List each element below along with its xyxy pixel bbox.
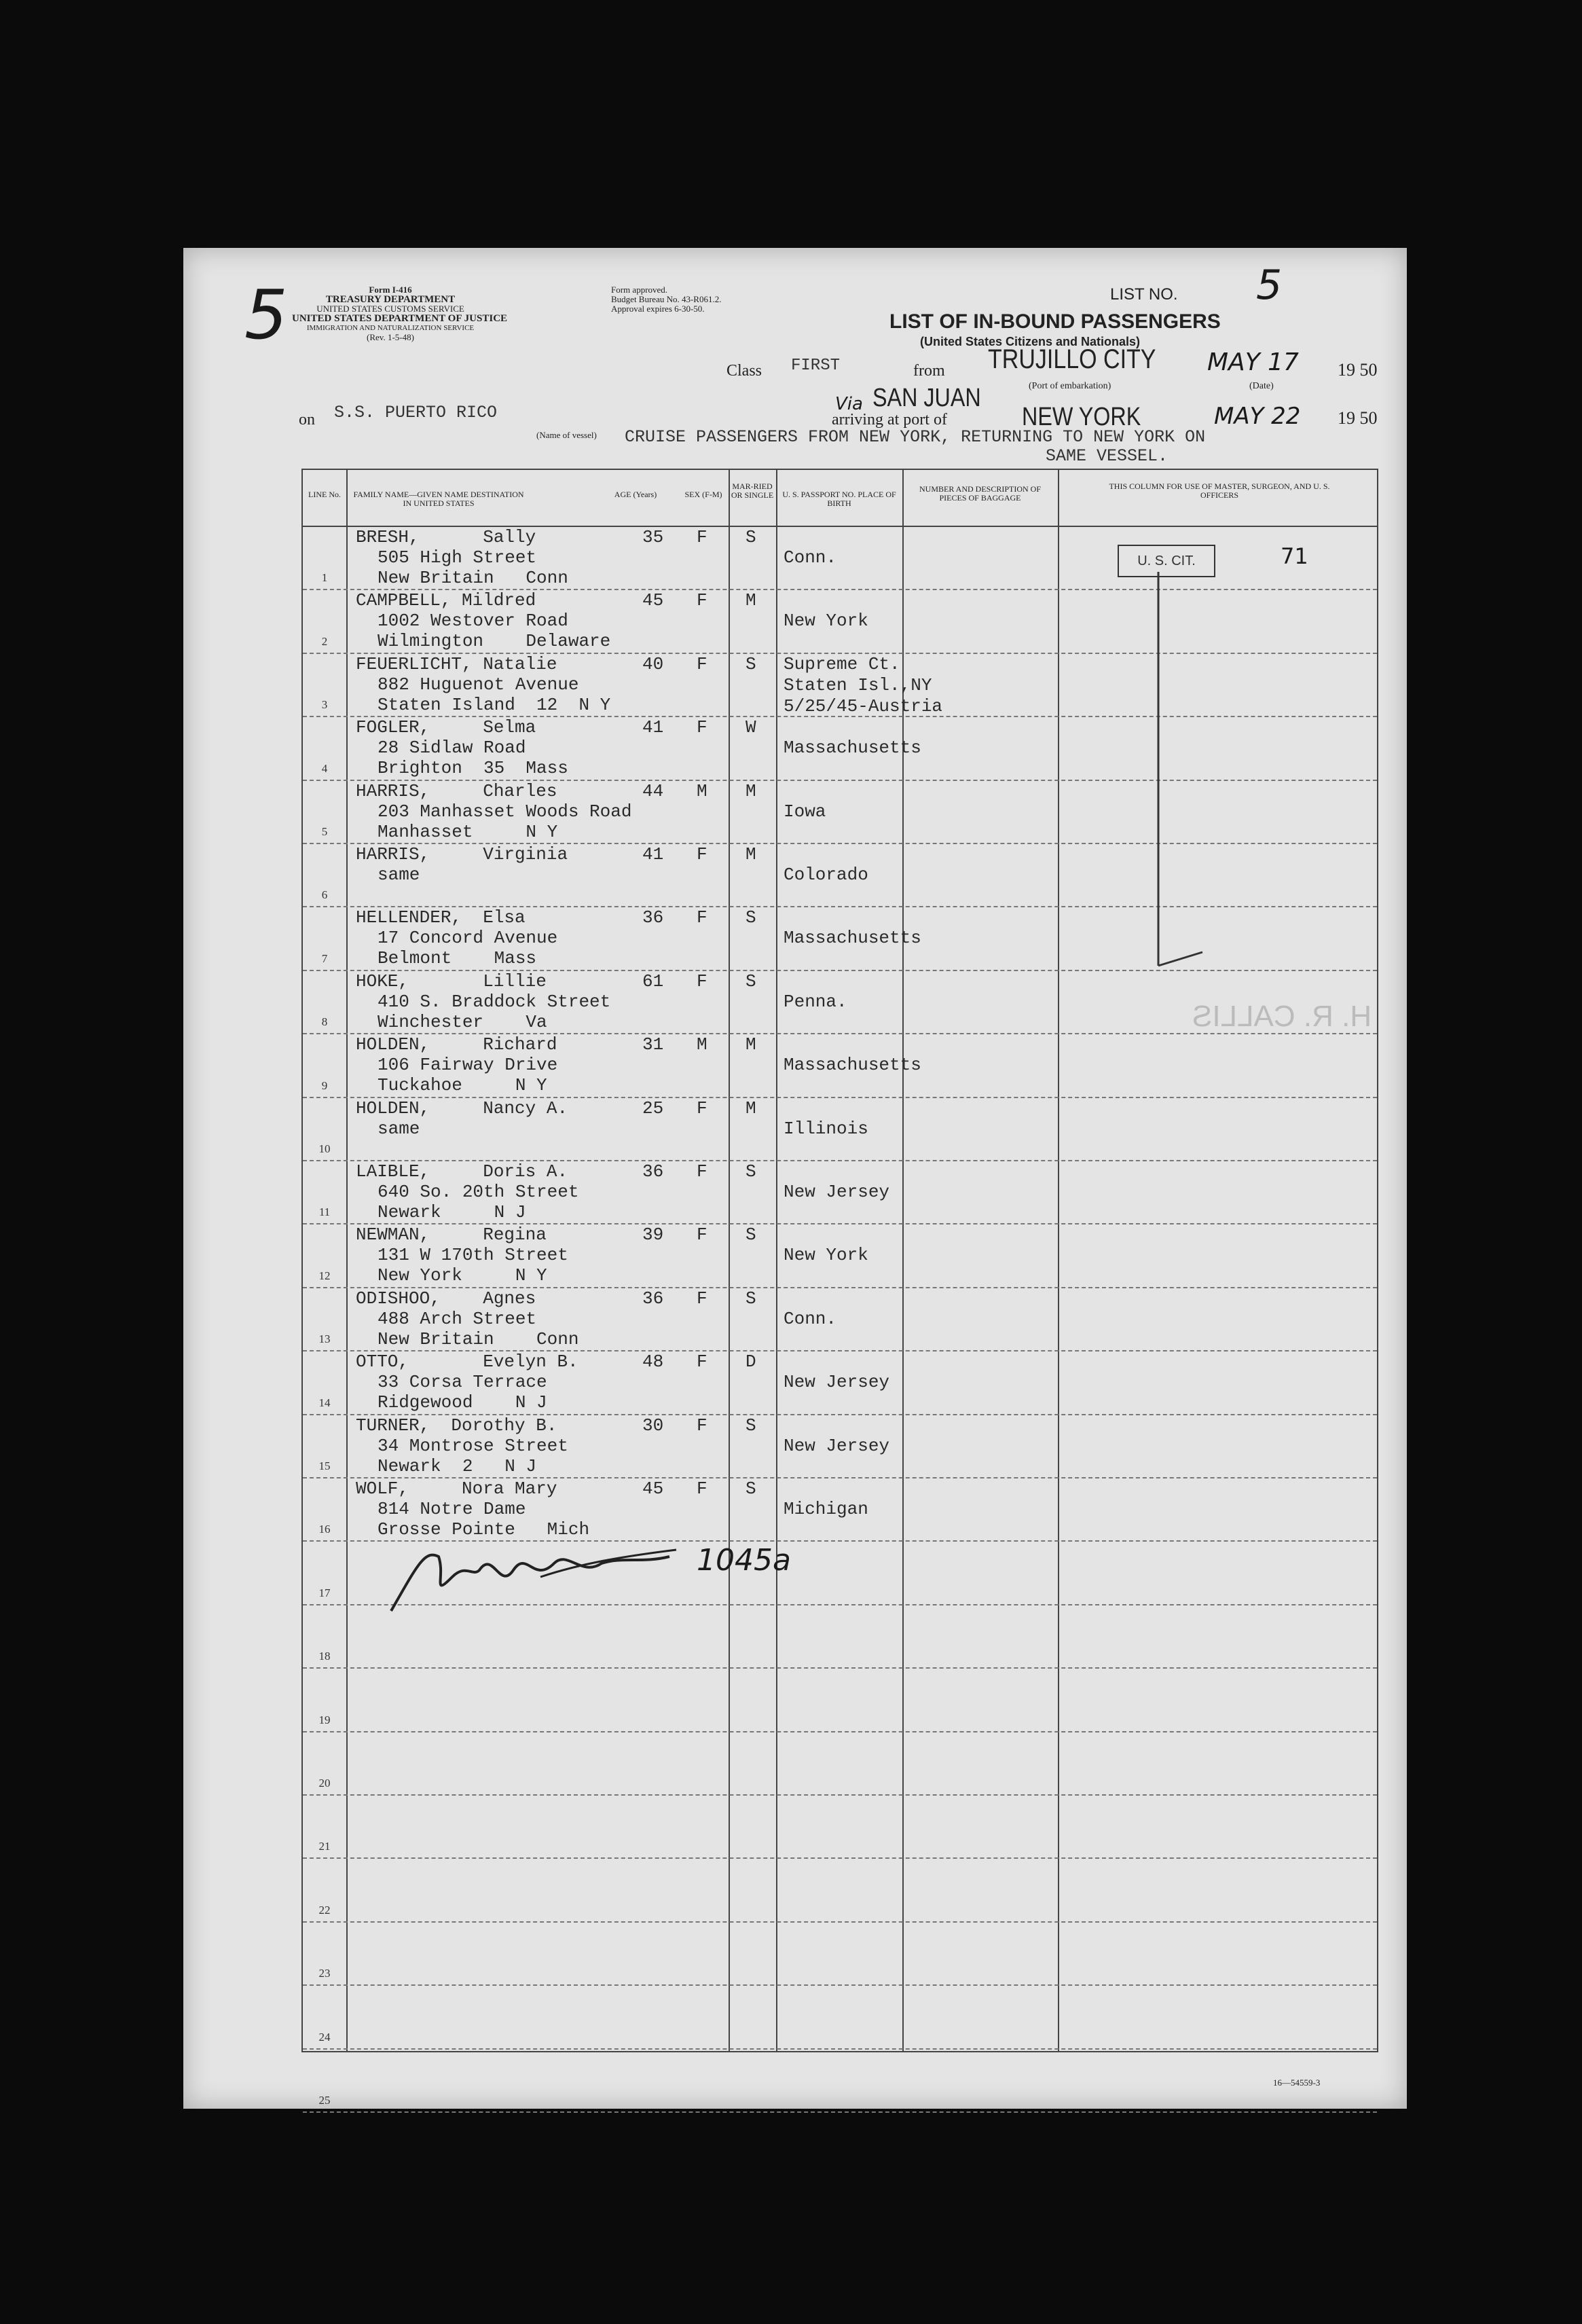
justice-department: UNITED STATES DEPARTMENT OF JUSTICE <box>292 313 508 324</box>
passenger-name: NEWMAN, Regina <box>356 1224 547 1246</box>
passenger-address-line1: 17 Concord Avenue <box>378 928 558 949</box>
passenger-sex: F <box>697 527 707 547</box>
passenger-birthplace: New Jersey <box>784 1182 890 1202</box>
line-number: 16 <box>318 1523 331 1536</box>
passenger-sex: F <box>697 717 707 738</box>
row-divider <box>303 1921 1377 1923</box>
passenger-birthplace: New Jersey <box>784 1435 890 1456</box>
signature-note: 1045a <box>697 1543 791 1578</box>
col-baggage: NUMBER AND DESCRIPTION OF PIECES OF BAGGAGE <box>919 484 1042 503</box>
passenger-name: BRESH, Sally <box>356 527 536 547</box>
row-divider <box>303 1794 1377 1796</box>
passenger-age: 41 <box>642 717 664 738</box>
passenger-name: OTTO, Evelyn B. <box>356 1351 578 1373</box>
passenger-marital-status: M <box>746 590 756 611</box>
line-number: 6 <box>321 888 328 902</box>
passenger-name: TURNER, Dorothy B. <box>356 1415 557 1436</box>
passenger-sex: F <box>697 1224 707 1246</box>
passenger-address-line1: same <box>378 865 420 885</box>
passenger-sex: F <box>697 970 707 992</box>
line-number: 18 <box>318 1650 331 1663</box>
passenger-birthplace: Massachusetts <box>784 1055 921 1076</box>
line-number: 14 <box>318 1396 331 1409</box>
page-mark: 5 <box>244 275 288 355</box>
col-officers: THIS COLUMN FOR USE OF MASTER, SURGEON, AND U. S. OFFICERS <box>1109 482 1330 500</box>
class-label: Class <box>726 362 762 380</box>
customs-service: UNITED STATES CUSTOMS SERVICE <box>316 304 464 314</box>
row-divider <box>303 1857 1377 1859</box>
port-of-embarkation: TRUJILLO CITY <box>988 344 1156 374</box>
col-name: FAMILY NAME—GIVEN NAME DESTINATION IN UNITED STATES <box>353 490 524 508</box>
line-number: 9 <box>321 1078 328 1092</box>
passenger-address-line1: 640 So. 20th Street <box>378 1182 579 1202</box>
passenger-address-line1: 106 Fairway Drive <box>378 1055 558 1076</box>
passenger-sex: F <box>697 1478 707 1499</box>
passenger-birthplace: Illinois <box>784 1118 868 1139</box>
line-number: 24 <box>318 2030 331 2044</box>
approval-block <box>611 285 721 314</box>
immigration-service: IMMIGRATION AND NATURALIZATION SERVICE <box>306 324 475 332</box>
passenger-birthplace: Michigan <box>784 1499 868 1519</box>
line-number: 20 <box>318 1777 331 1790</box>
passenger-name: HELLENDER, Elsa <box>356 907 526 928</box>
passenger-address-line2: Belmont Mass <box>378 948 537 969</box>
vessel-name: S.S. PUERTO RICO <box>334 403 498 422</box>
passenger-address-line2: Staten Island 12 N Y <box>378 694 611 715</box>
passenger-address-line2: New Britain Conn <box>378 568 568 588</box>
passenger-sex: F <box>697 1288 707 1309</box>
passenger-age: 39 <box>642 1224 664 1246</box>
form-number: Form I-416 <box>369 285 412 295</box>
date-caption: (Date) <box>1249 381 1274 391</box>
passenger-address-line2: Brighton 35 Mass <box>378 758 568 779</box>
passenger-name: CAMPBELL, Mildred <box>356 590 536 611</box>
passenger-address-line1: 131 W 170th Street <box>378 1245 568 1266</box>
col-line: LINE No. <box>308 490 341 499</box>
passenger-marital-status: S <box>746 527 756 547</box>
via-port: SAN JUAN <box>872 384 981 412</box>
line-number: 21 <box>318 1840 331 1853</box>
passenger-name: HARRIS, Virginia <box>356 844 568 865</box>
passenger-marital-status: S <box>746 1288 756 1309</box>
passenger-marital-status: S <box>746 1224 756 1246</box>
passenger-marital-status: S <box>746 1415 756 1436</box>
passenger-address-line1: 488 Arch Street <box>378 1308 537 1329</box>
passenger-age: 36 <box>642 907 664 928</box>
line-number: 11 <box>318 1205 331 1219</box>
department-block <box>292 285 508 342</box>
passenger-birthplace: Conn. <box>784 1308 837 1329</box>
passenger-birthplace: New York <box>784 611 868 632</box>
passenger-marital-status: D <box>746 1351 756 1373</box>
line-number: 17 <box>318 1586 331 1599</box>
row-divider <box>303 1731 1377 1732</box>
passenger-marital-status: M <box>746 1034 756 1055</box>
embarkation-date: MAY 17 <box>1207 348 1299 376</box>
line-number: 1 <box>321 571 328 585</box>
passenger-age: 61 <box>642 970 664 992</box>
line-number: 23 <box>318 1967 331 1980</box>
passenger-address-line2: New Britain Conn <box>378 1328 579 1349</box>
form-title: LIST OF IN-BOUND PASSENGERS <box>889 310 1221 333</box>
passenger-birthplace: New York <box>784 1245 868 1266</box>
passenger-address-line2: Ridgewood N J <box>378 1392 547 1413</box>
manifest-page <box>183 248 1407 2109</box>
passenger-name: FEUERLICHT, Natalie <box>356 653 557 674</box>
line-number: 2 <box>321 634 328 648</box>
passenger-address-line2: Grosse Pointe Mich <box>378 1519 590 1540</box>
passenger-marital-status: S <box>746 907 756 928</box>
passenger-birthplace: Iowa <box>784 801 826 822</box>
passenger-address-line1: same <box>378 1118 420 1139</box>
bled-through-text: H. R. CALLIS <box>1192 1000 1372 1033</box>
passenger-address-line2: Newark N J <box>378 1202 526 1222</box>
passenger-age: 45 <box>642 590 664 611</box>
passenger-address-line2: New York N Y <box>378 1265 547 1286</box>
budget-bureau: Budget Bureau No. 43-R061.2. <box>611 294 722 304</box>
passenger-marital-status: M <box>746 780 756 801</box>
list-no-label: LIST NO. <box>1110 285 1178 304</box>
line-number: 22 <box>318 1903 331 1917</box>
cruise-note-line2: SAME VESSEL. <box>1046 446 1169 466</box>
passenger-name: LAIBLE, Doris A. <box>356 1161 568 1182</box>
passenger-address-line1: 882 Huguenot Avenue <box>378 674 579 695</box>
passenger-birthplace: Massachusetts <box>784 928 921 949</box>
passenger-sex: F <box>697 844 707 865</box>
passenger-address-line1: 33 Corsa Terrace <box>378 1372 547 1393</box>
form-approved: Form approved. <box>611 285 668 295</box>
treasury-department: TREASURY DEPARTMENT <box>325 294 456 305</box>
port-embarkation-caption: (Port of embarkation) <box>1029 381 1111 391</box>
passenger-name: HOLDEN, Nancy A. <box>356 1097 568 1119</box>
line-number: 8 <box>321 1015 328 1029</box>
row-divider <box>303 2111 1377 2113</box>
passenger-sex: F <box>697 1161 707 1182</box>
vessel-caption: (Name of vessel) <box>536 430 597 440</box>
on-label: on <box>299 411 315 429</box>
passenger-sex: M <box>697 1034 707 1055</box>
revision-date: (Rev. 1-5-48) <box>367 332 414 342</box>
passenger-marital-status: S <box>746 653 756 674</box>
class-value: FIRST <box>791 357 841 375</box>
line-number: 5 <box>321 825 328 838</box>
col-passport: U. S. PASSPORT NO. PLACE OF BIRTH <box>782 490 896 508</box>
passenger-sex: F <box>697 653 707 674</box>
approval-expires: Approval expires 6-30-50. <box>611 304 705 314</box>
passenger-age: 40 <box>642 653 664 674</box>
line-number: 25 <box>318 2094 331 2107</box>
passenger-name: HOKE, Lillie <box>356 970 547 992</box>
form-subtitle: (United States Citizens and Nationals) <box>920 335 1141 348</box>
passenger-age: 25 <box>642 1097 664 1119</box>
passenger-address-line2: Winchester Va <box>378 1011 547 1032</box>
passenger-sex: M <box>697 780 707 801</box>
row-divider <box>303 2048 1377 2050</box>
form-code: 16—54559-3 <box>1273 2077 1321 2088</box>
line-number: 3 <box>321 698 328 712</box>
passenger-sex: F <box>697 1415 707 1436</box>
passenger-birthplace: Massachusetts <box>784 738 921 759</box>
line-number: 10 <box>318 1142 331 1155</box>
passenger-age: 36 <box>642 1288 664 1309</box>
passenger-sex: F <box>697 1351 707 1373</box>
passenger-age: 41 <box>642 844 664 865</box>
passenger-address-line1: 814 Notre Dame <box>378 1499 526 1519</box>
passenger-age: 45 <box>642 1478 664 1499</box>
passenger-age: 35 <box>642 527 664 547</box>
arrival-port: NEW YORK <box>1022 403 1141 431</box>
passenger-name: WOLF, Nora Mary <box>356 1478 557 1499</box>
line-number: 13 <box>318 1332 331 1346</box>
line-number: 15 <box>318 1459 331 1472</box>
passenger-sex: F <box>697 907 707 928</box>
line-number: 7 <box>321 951 328 965</box>
passenger-address-line2: Newark 2 N J <box>378 1455 537 1476</box>
passenger-name: HOLDEN, Richard <box>356 1034 557 1055</box>
passenger-age: 44 <box>642 780 664 801</box>
passenger-marital-status: S <box>746 970 756 992</box>
line-number: 19 <box>318 1713 331 1726</box>
col-age: AGE (Years) <box>614 490 657 499</box>
passenger-age: 36 <box>642 1161 664 1182</box>
arrival-date: MAY 22 <box>1214 403 1301 430</box>
passenger-marital-status: W <box>746 717 756 738</box>
passenger-address-line2: Tuckahoe N Y <box>378 1075 547 1096</box>
passenger-address-line2: Manhasset N Y <box>378 821 558 842</box>
passenger-birthplace: Colorado <box>784 865 868 885</box>
passenger-birthplace: Penna. <box>784 991 847 1012</box>
passenger-birthplace: Supreme Ct. Staten Isl.,NY 5/25/45-Austria <box>784 653 943 716</box>
passenger-address-line1: 505 High Street <box>378 547 537 568</box>
passenger-birthplace: New Jersey <box>784 1372 890 1393</box>
col-married: MAR-RIED OR SINGLE <box>731 482 774 500</box>
passenger-marital-status: M <box>746 1097 756 1119</box>
passenger-address-line1: 28 Sidlaw Road <box>378 738 526 759</box>
passenger-address-line1: 410 S. Braddock Street <box>378 991 611 1012</box>
passenger-birthplace: Conn. <box>784 547 837 568</box>
passenger-name: FOGLER, Selma <box>356 717 536 738</box>
col-sex: SEX (F-M) <box>684 490 722 499</box>
passenger-address-line1: 203 Manhasset Woods Road <box>378 801 632 822</box>
passenger-sex: F <box>697 1097 707 1119</box>
passenger-address-line1: 1002 Westover Road <box>378 611 568 632</box>
passenger-age: 30 <box>642 1415 664 1436</box>
stamp-number: 71 <box>1281 543 1308 569</box>
line-number: 12 <box>318 1269 331 1282</box>
passenger-sex: F <box>697 590 707 611</box>
passenger-address-line2: Wilmington Delaware <box>378 631 611 652</box>
passenger-age: 48 <box>642 1351 664 1373</box>
cruise-note-line1: CRUISE PASSENGERS FROM NEW YORK, RETURNING TO NEW YORK ON <box>625 427 1206 447</box>
passenger-address-line1: 34 Montrose Street <box>378 1435 568 1456</box>
line-number: 4 <box>321 761 328 775</box>
arriving-label: arriving at port of <box>832 411 947 429</box>
from-label: from <box>913 362 945 380</box>
arrival-year: 19 50 <box>1338 408 1378 428</box>
row-divider <box>303 1667 1377 1669</box>
embarkation-year: 19 50 <box>1338 360 1378 380</box>
us-citizen-stamp: U. S. CIT. <box>1118 545 1215 577</box>
passenger-marital-status: S <box>746 1478 756 1499</box>
passenger-age: 31 <box>642 1034 664 1055</box>
passenger-marital-status: S <box>746 1161 756 1182</box>
passenger-name: HARRIS, Charles <box>356 780 557 801</box>
passenger-name: ODISHOO, Agnes <box>356 1288 536 1309</box>
row-divider <box>303 1984 1377 1986</box>
list-no-value: 5 <box>1256 261 1283 309</box>
bracket-mark <box>1138 572 1206 979</box>
passenger-marital-status: M <box>746 844 756 865</box>
via-label: Via <box>835 394 863 414</box>
